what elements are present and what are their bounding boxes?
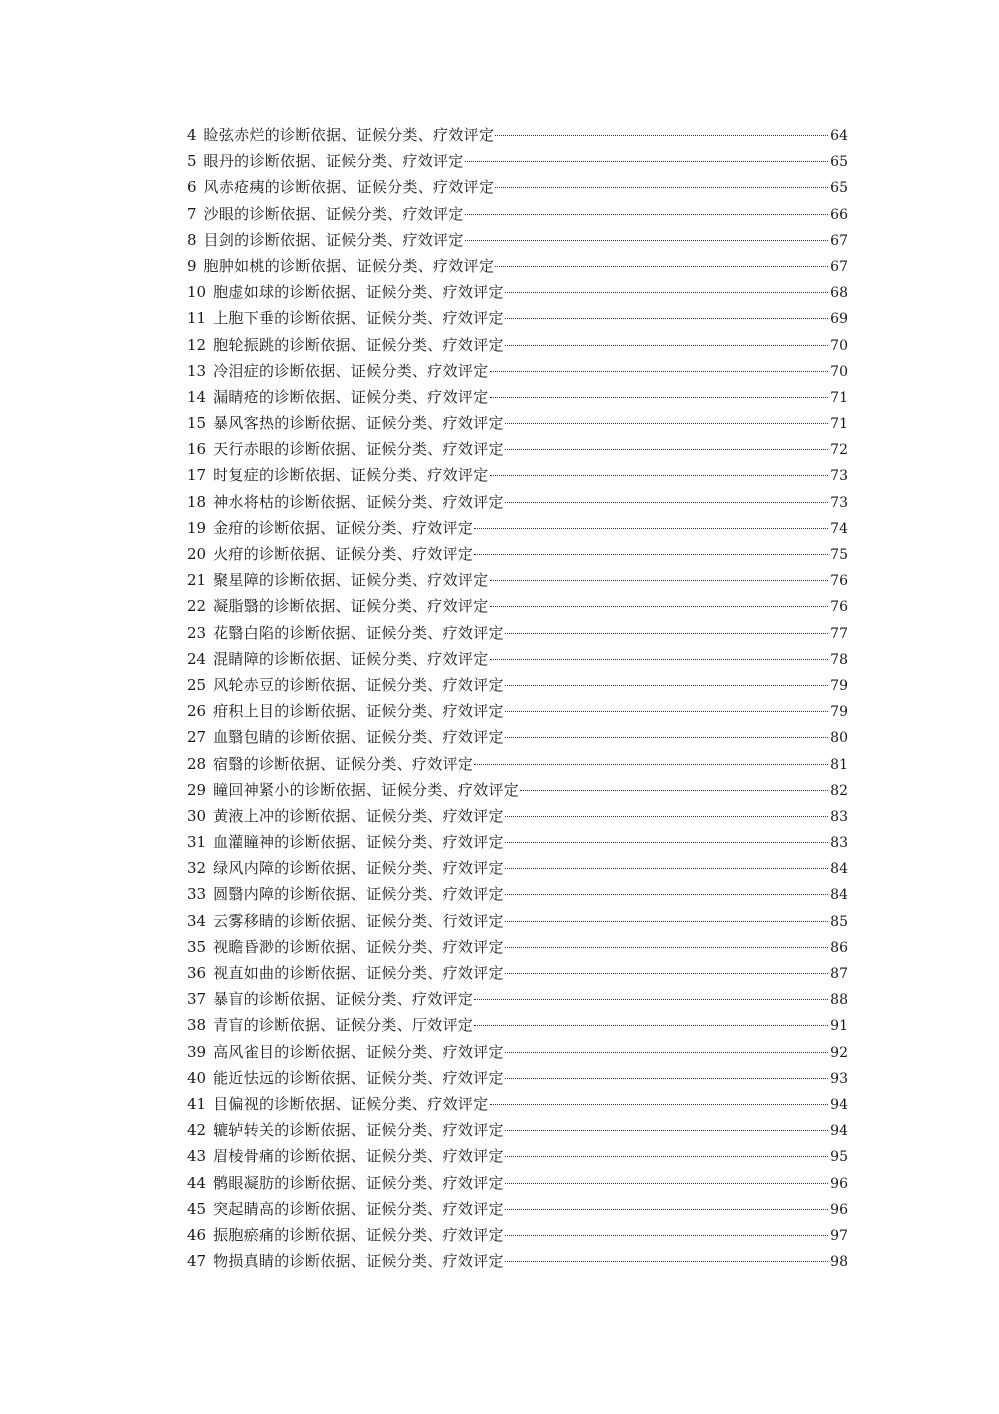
toc-entry-page-number: 79 (830, 704, 848, 721)
toc-entry-title: 睑弦赤烂的诊断依据、证候分类、疗效评定 (203, 126, 495, 144)
toc-entry-number: 39 (187, 1042, 207, 1061)
toc-entry-title: 眼丹的诊断依据、证候分类、疗效评定 (203, 152, 464, 171)
toc-entry-page-number: 67 (830, 258, 848, 275)
toc-entry-page-number: 98 (830, 1254, 848, 1271)
dot-leader (465, 240, 829, 241)
toc-entry-page-number: 94 (830, 1123, 848, 1140)
dot-leader (465, 161, 829, 162)
toc-entry-number: 7 (187, 204, 197, 223)
toc-entry-page-number: 97 (830, 1227, 848, 1244)
toc-entry-title: 混睛障的诊断依据、证候分类、疗效评定 (213, 649, 489, 668)
toc-entry-number: 14 (187, 387, 207, 406)
toc-entry-page-number: 68 (830, 285, 848, 302)
toc-entry-number: 10 (187, 283, 207, 302)
toc-entry[interactable] (187, 174, 848, 200)
toc-entry-title: 金疳的诊断依据、证候分类、疗效评定 (213, 518, 474, 537)
toc-entry-page-number: 83 (830, 808, 848, 825)
toc-entry-page-number: 77 (830, 625, 848, 642)
toc-entry[interactable] (187, 593, 848, 619)
toc-entry[interactable] (187, 567, 848, 593)
toc-entry-title: 血灌瞳神的诊断依据、证候分类、疗效评定 (213, 833, 504, 852)
toc-entry-title: 聚星障的诊断依据、证候分类、疗效评定 (213, 571, 489, 590)
toc-entry-page-number: 76 (830, 573, 848, 590)
dot-leader (505, 345, 828, 346)
toc-entry-number: 8 (187, 230, 197, 249)
toc-entry-number: 24 (187, 649, 207, 668)
toc-entry-page-number: 84 (830, 861, 848, 878)
toc-entry-page-number: 84 (830, 887, 848, 904)
toc-entry-number: 47 (187, 1252, 207, 1271)
toc-entry-number: 37 (187, 990, 207, 1009)
toc-entry-title: 风赤疮痍的诊断依据、证候分类、疗效评定 (203, 178, 495, 197)
dot-leader (505, 1235, 828, 1236)
toc-entry[interactable] (187, 410, 848, 436)
toc-entry[interactable] (187, 227, 848, 253)
toc-entry-page-number: 70 (830, 363, 848, 380)
dot-leader (505, 292, 828, 293)
dot-leader (505, 1130, 828, 1131)
dot-leader (474, 999, 828, 1000)
toc-entry-page-number: 74 (830, 520, 848, 537)
toc-entry-page-number: 94 (830, 1096, 848, 1113)
toc-entry-number: 26 (187, 702, 207, 721)
dot-leader (495, 187, 828, 188)
toc-entry-number: 33 (187, 885, 207, 904)
toc-entry-number: 36 (187, 964, 207, 982)
toc-entry[interactable] (187, 1222, 848, 1248)
toc-entry-number: 9 (187, 256, 197, 275)
toc-entry-title: 鹘眼凝肪的诊断依据、证候分类、疗效评定 (213, 1173, 504, 1192)
toc-entry-number: 11 (187, 309, 207, 328)
toc-entry-number: 21 (187, 571, 207, 590)
toc-entry-page-number: 80 (830, 730, 848, 747)
toc-entry[interactable] (187, 462, 848, 488)
dot-leader (490, 397, 829, 398)
toc-entry-page-number: 87 (830, 966, 848, 982)
toc-entry[interactable] (187, 122, 848, 148)
toc-entry-title: 疳积上目的诊断依据、证候分类、疗效评定 (213, 702, 504, 721)
dot-leader (474, 1025, 828, 1026)
toc-entry-title: 漏睛疮的诊断依据、证候分类、疗效评定 (213, 387, 489, 406)
toc-entry-title: 瞳回神紧小的诊断依据、证候分类、疗效评定 (213, 780, 520, 799)
toc-entry[interactable] (187, 201, 848, 227)
dot-leader (505, 1156, 828, 1157)
dot-leader (474, 528, 828, 529)
toc-entry-number: 16 (187, 440, 207, 459)
toc-entry-page-number: 78 (830, 651, 848, 668)
toc-entry-title: 物损真睛的诊断依据、证候分类、疗效评定 (213, 1252, 504, 1271)
toc-entry[interactable] (187, 646, 848, 672)
toc-entry-page-number: 70 (830, 337, 848, 354)
toc-entry-number: 38 (187, 1016, 207, 1035)
toc-entry[interactable] (187, 305, 848, 331)
dot-leader (505, 449, 828, 450)
toc-entry-page-number: 75 (830, 547, 848, 563)
table-of-contents (187, 122, 848, 1274)
toc-entry[interactable] (187, 1039, 848, 1065)
toc-entry[interactable] (187, 358, 848, 384)
toc-entry-title: 火疳的诊断依据、证候分类、疗效评定 (213, 545, 474, 563)
toc-entry-page-number: 76 (830, 599, 848, 616)
toc-entry-number: 23 (187, 623, 207, 642)
toc-entry-number: 18 (187, 492, 207, 511)
toc-entry-title: 青盲的诊断依据、证候分类、厅效评定 (213, 1016, 474, 1035)
dot-leader (505, 711, 828, 712)
toc-entry-page-number: 67 (830, 232, 848, 249)
dot-leader (505, 633, 828, 634)
toc-entry-title: 胞轮振跳的诊断依据、证候分类、疗效评定 (213, 335, 504, 354)
toc-entry-title: 暴盲的诊断依据、证候分类、疗效评定 (213, 990, 474, 1009)
toc-entry-page-number: 71 (830, 389, 848, 406)
toc-entry-number: 30 (187, 806, 207, 825)
toc-entry[interactable] (187, 1170, 848, 1196)
toc-entry-title: 天行赤眼的诊断依据、证候分类、疗效评定 (213, 440, 504, 459)
toc-entry-page-number: 64 (830, 128, 848, 144)
toc-entry-number: 17 (187, 466, 207, 485)
toc-entry[interactable] (187, 881, 848, 907)
toc-entry[interactable] (187, 698, 848, 724)
toc-entry-number: 45 (187, 1199, 207, 1218)
dot-leader (505, 816, 828, 817)
toc-entry-number: 44 (187, 1173, 207, 1192)
toc-entry[interactable] (187, 1091, 848, 1117)
toc-entry[interactable] (187, 1012, 848, 1038)
toc-entry-page-number: 81 (830, 756, 848, 773)
toc-entry-title: 视直如曲的诊断依据、证候分类、疗效评定 (213, 964, 504, 982)
toc-entry[interactable] (187, 724, 848, 750)
toc-entry-title: 血翳包睛的诊断依据、证候分类、疗效评定 (213, 728, 504, 747)
dot-leader (505, 1209, 828, 1210)
toc-entry-page-number: 71 (830, 416, 848, 433)
dot-leader (490, 475, 829, 476)
toc-entry[interactable] (187, 279, 848, 305)
toc-entry-title: 振胞瘀痛的诊断依据、证候分类、疗效评定 (213, 1225, 504, 1244)
toc-entry-title: 视瞻昏渺的诊断依据、证候分类、疗效评定 (213, 937, 504, 956)
toc-entry-page-number: 65 (830, 154, 848, 171)
toc-entry-title: 云雾移睛的诊断依据、证候分类、行效评定 (213, 911, 504, 930)
toc-entry[interactable] (187, 803, 848, 829)
dot-leader (520, 790, 828, 791)
toc-entry-page-number: 73 (830, 494, 848, 511)
toc-entry[interactable] (187, 1248, 848, 1274)
toc-entry-page-number: 65 (830, 180, 848, 197)
dot-leader (490, 606, 829, 607)
toc-entry[interactable] (187, 1143, 848, 1169)
dot-leader (505, 1078, 828, 1079)
toc-entry-page-number: 92 (830, 1044, 848, 1061)
toc-entry-title: 眉棱骨痛的诊断依据、证候分类、疗效评定 (213, 1147, 504, 1166)
toc-entry-title: 绿风内障的诊断依据、证候分类、疗效评定 (213, 859, 504, 878)
toc-entry-number: 46 (187, 1225, 207, 1244)
toc-entry-page-number: 86 (830, 939, 848, 956)
toc-entry[interactable] (187, 541, 848, 567)
toc-entry-page-number: 96 (830, 1201, 848, 1218)
toc-entry-page-number: 93 (830, 1070, 848, 1087)
toc-entry-page-number: 95 (830, 1149, 848, 1166)
dot-leader (505, 842, 828, 843)
toc-entry[interactable] (187, 148, 848, 174)
dot-leader (505, 1183, 828, 1184)
toc-entry[interactable] (187, 1065, 848, 1091)
toc-entry-number: 34 (187, 911, 207, 930)
toc-entry-number: 27 (187, 728, 207, 747)
toc-entry-title: 圆翳内障的诊断依据、证候分类、疗效评定 (213, 885, 504, 904)
toc-entry-title: 沙眼的诊断依据、证候分类、疗效评定 (203, 204, 464, 223)
toc-entry-title: 能近怯远的诊断依据、证候分类、疗效评定 (213, 1068, 504, 1087)
toc-entry[interactable] (187, 1117, 848, 1143)
toc-entry-title: 神水将枯的诊断依据、证候分类、疗效评定 (213, 492, 504, 511)
toc-entry-number: 6 (187, 178, 197, 197)
toc-entry[interactable] (187, 384, 848, 410)
toc-entry-page-number: 91 (830, 1018, 848, 1035)
toc-entry[interactable] (187, 934, 848, 960)
toc-entry-number: 28 (187, 754, 207, 773)
toc-entry-title: 风轮赤豆的诊断依据、证候分类、疗效评定 (213, 675, 504, 694)
toc-entry[interactable] (187, 620, 848, 646)
toc-entry-number: 32 (187, 859, 207, 878)
dot-leader (505, 737, 828, 738)
toc-entry[interactable] (187, 908, 848, 934)
toc-entry-number: 25 (187, 675, 207, 694)
toc-entry-page-number: 66 (830, 206, 848, 223)
toc-entry-page-number: 85 (830, 913, 848, 930)
dot-leader (474, 554, 828, 555)
toc-entry-title: 突起睛高的诊断依据、证候分类、疗效评定 (213, 1199, 504, 1218)
toc-entry-title: 胞肿如桃的诊断依据、证候分类、疗效评定 (203, 256, 495, 275)
toc-entry-number: 40 (187, 1068, 207, 1087)
dot-leader (505, 973, 828, 974)
toc-entry-page-number: 73 (830, 468, 848, 485)
dot-leader (505, 921, 828, 922)
toc-entry-title: 胞虚如球的诊断依据、证候分类、疗效评定 (213, 283, 504, 302)
dot-leader (505, 868, 828, 869)
toc-entry[interactable] (187, 515, 848, 541)
dot-leader (505, 685, 828, 686)
toc-entry-number: 41 (187, 1094, 207, 1113)
toc-entry-page-number: 79 (830, 677, 848, 694)
dot-leader (505, 318, 828, 319)
dot-leader (505, 423, 828, 424)
dot-leader (505, 894, 828, 895)
toc-entry[interactable] (187, 253, 848, 279)
toc-entry[interactable] (187, 1196, 848, 1222)
dot-leader (490, 1104, 829, 1105)
toc-entry-title: 黄液上冲的诊断依据、证候分类、疗效评定 (213, 806, 504, 825)
toc-entry-page-number: 69 (830, 311, 848, 328)
toc-entry-title: 冷泪症的诊断依据、证候分类、疗效评定 (213, 361, 489, 380)
toc-entry-number: 20 (187, 545, 207, 563)
toc-entry-title: 花翳白陷的诊断依据、证候分类、疗效评定 (213, 623, 504, 642)
dot-leader (495, 135, 828, 136)
toc-entry-number: 19 (187, 518, 207, 537)
toc-entry-title: 目剑的诊断依据、证候分类、疗效评定 (203, 230, 464, 249)
toc-entry-title: 目偏视的诊断依据、证候分类、疗效评定 (213, 1094, 489, 1113)
dot-leader (505, 1052, 828, 1053)
toc-entry[interactable] (187, 751, 848, 777)
toc-entry[interactable] (187, 436, 848, 462)
dot-leader (490, 580, 829, 581)
toc-entry-number: 15 (187, 414, 207, 433)
toc-entry-page-number: 83 (830, 835, 848, 852)
dot-leader (505, 1261, 828, 1262)
toc-entry-number: 5 (187, 152, 197, 171)
toc-entry[interactable] (187, 855, 848, 881)
dot-leader (474, 764, 828, 765)
toc-entry[interactable] (187, 777, 848, 803)
toc-entry-page-number: 96 (830, 1175, 848, 1192)
toc-entry[interactable] (187, 960, 848, 986)
toc-entry-title: 辘轳转关的诊断依据、证候分类、疗效评定 (213, 1121, 504, 1140)
toc-entry[interactable] (187, 986, 848, 1012)
toc-entry-number: 43 (187, 1147, 207, 1166)
toc-entry-number: 12 (187, 335, 207, 354)
toc-entry-title: 凝脂翳的诊断依据、证候分类、疗效评定 (213, 597, 489, 616)
dot-leader (505, 502, 828, 503)
toc-entry-page-number: 88 (830, 992, 848, 1009)
dot-leader (465, 214, 829, 215)
toc-entry[interactable] (187, 332, 848, 358)
toc-entry-number: 13 (187, 361, 207, 380)
toc-entry-number: 31 (187, 833, 207, 852)
toc-entry[interactable] (187, 489, 848, 515)
toc-entry-title: 时复症的诊断依据、证候分类、疗效评定 (213, 466, 489, 485)
dot-leader (490, 371, 829, 372)
toc-entry-number: 42 (187, 1121, 207, 1140)
toc-entry-number: 29 (187, 780, 207, 799)
toc-entry-page-number: 72 (830, 442, 848, 459)
toc-entry-page-number: 82 (830, 782, 848, 799)
dot-leader (495, 266, 828, 267)
dot-leader (490, 659, 829, 660)
toc-entry-title: 高风雀目的诊断依据、证候分类、疗效评定 (213, 1042, 504, 1061)
toc-entry[interactable] (187, 672, 848, 698)
toc-entry[interactable] (187, 829, 848, 855)
toc-entry-title: 暴风客热的诊断依据、证候分类、疗效评定 (213, 414, 504, 433)
toc-entry-number: 22 (187, 597, 207, 616)
toc-entry-number: 4 (187, 126, 197, 144)
toc-entry-title: 上胞下垂的诊断依据、证候分类、疗效评定 (213, 309, 504, 328)
toc-entry-number: 35 (187, 937, 207, 956)
toc-entry-title: 宿翳的诊断依据、证候分类、疗效评定 (213, 754, 474, 773)
dot-leader (505, 947, 828, 948)
